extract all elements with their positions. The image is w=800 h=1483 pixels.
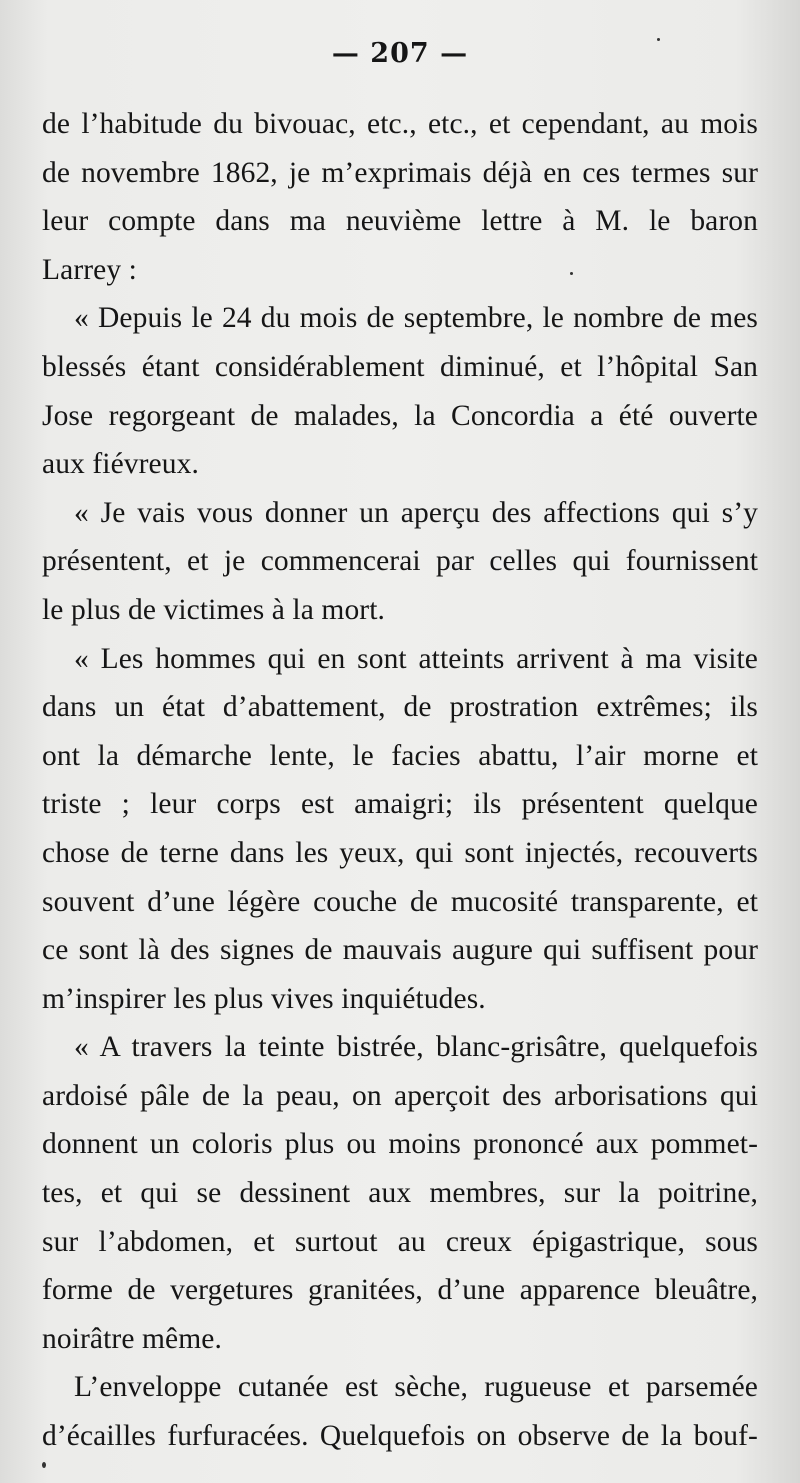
text-line: forme de vergetures granitées, d’une apparence bleuâtre, — [42, 1274, 758, 1307]
text-line: ont la démarche lente, le facies abattu, l’air morne et — [42, 739, 758, 772]
text-line: le plus de victimes à la mort. — [42, 593, 385, 626]
text-line: triste ; leur corps est amaigri; ils présentent quelque — [42, 788, 758, 821]
text-line: « Depuis le 24 du mois de septembre, le nombre de mes — [74, 302, 758, 335]
text-line: d’écailles furfuracées. Quelquefois on observe de la bouf- — [42, 1420, 758, 1453]
text-line: leur compte dans ma neuvième lettre à M. le baron — [42, 205, 758, 238]
text-line: dans un état d’abattement, de prostration extrêmes; ils — [42, 691, 758, 724]
print-speck — [657, 38, 660, 41]
print-speck — [42, 1462, 46, 1468]
text-line: Jose regorgeant de malades, la Concordia a été ouverte — [42, 399, 758, 432]
text-line: aux fiévreux. — [42, 448, 199, 481]
text-line: donnent un coloris plus ou moins prononcé aux pommet- — [42, 1128, 758, 1161]
text-line: tes, et qui se dessinent aux membres, sur la poitrine, — [42, 1177, 758, 1210]
text-line: de novembre 1862, je m’exprimais déjà en ces termes sur — [42, 156, 758, 189]
text-line: ardoisé pâle de la peau, on aperçoit des arborisations qui — [42, 1079, 758, 1112]
text-line: chose de terne dans les yeux, qui sont injectés, recouverts — [42, 836, 758, 869]
text-line: « Je vais vous donner un aperçu des affections qui s’y — [74, 496, 758, 529]
text-line: « Les hommes qui en sont atteints arrivent à ma visite — [74, 642, 758, 675]
text-line: Larrey : — [42, 253, 137, 286]
print-speck — [570, 272, 573, 275]
text-line: souvent d’une légère couche de mucosité transparente, et — [42, 885, 758, 918]
text-line: m’inspirer les plus vives inquiétudes. — [42, 982, 486, 1015]
page-number: — 207 — — [331, 38, 469, 69]
text-line: de l’habitude du bivouac, etc., etc., et cependant, au mois — [42, 108, 758, 140]
text-line: L’enveloppe cutanée est sèche, rugueuse et parsemée — [74, 1371, 758, 1404]
text-line: noirâtre même. — [42, 1322, 222, 1355]
text-line: présentent, et je commencerai par celles qui fournissent — [42, 545, 758, 578]
text-line: sur l’abdomen, et surtout au creux épigastrique, sous — [42, 1225, 758, 1258]
text-line: « A travers la teinte bistrée, blanc-grisâtre, quelquefois — [74, 1031, 758, 1064]
text-line: blessés étant considérablement diminué, et l’hôpital San — [42, 350, 758, 383]
text-line: ce sont là des signes de mauvais augure qui suffisent pour — [42, 934, 758, 967]
page-body-text — [42, 100, 758, 1461]
